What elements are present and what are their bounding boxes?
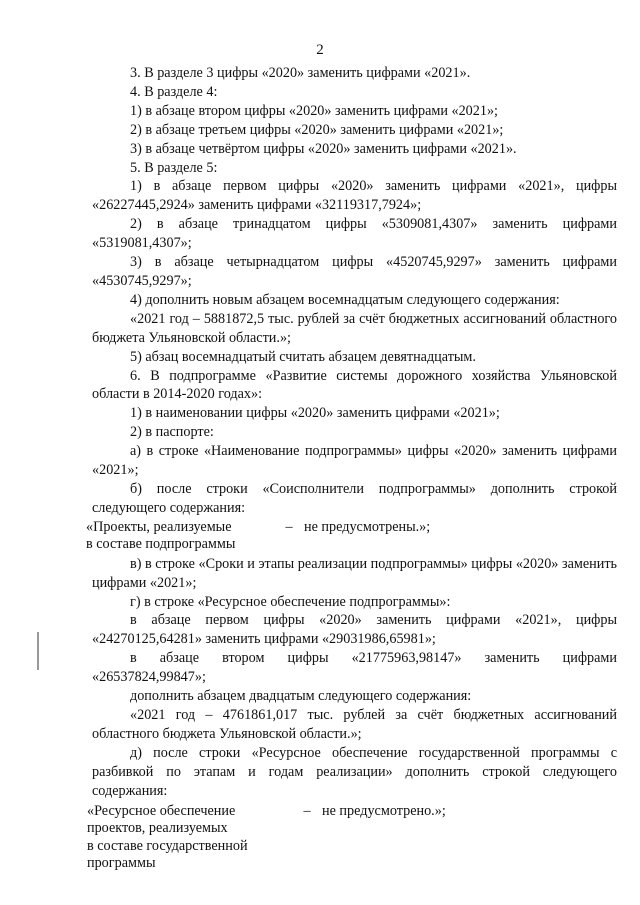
row-label: «Ресурсное обеспечение bbox=[87, 802, 236, 819]
paragraph-6-item-g: г) в строке «Ресурсное обеспечение подпрограммы»: bbox=[130, 593, 451, 610]
paragraph-6-item-b: б) после строки «Соисполнители подпрограммы» дополнить строкой следующего содержания: bbox=[92, 480, 617, 516]
paragraph-section-4: 4. В разделе 4: bbox=[130, 83, 218, 100]
scan-margin-mark bbox=[37, 632, 39, 670]
paragraph-6-item-2: 2) в паспорте: bbox=[130, 424, 214, 441]
paragraph-6-item-a: а) в строке «Наименование подпрограммы» цифры «2020» заменить цифрами «2021»; bbox=[92, 443, 617, 479]
row-dash: – bbox=[285, 518, 293, 535]
paragraph-section-3: 3. В разделе 3 цифры «2020» заменить цифрами «2021». bbox=[130, 65, 471, 81]
paragraph-2021-funding-2: «2021 год – 4761861,017 тыс. рублей за счёт бюджетных ассигнований областного бюджета Ульяновской области.»; bbox=[92, 707, 617, 742]
paragraph-6-item-1: 1) в наименовании цифры «2020» заменить цифрами «2021»; bbox=[130, 405, 500, 422]
document-body bbox=[86, 64, 617, 873]
row-value: не предусмотрены.»; bbox=[304, 518, 431, 535]
paragraph-5-item-1: 1) в абзаце первом цифры «2020» заменить цифрами «2021», цифры «26227445,2924» заменить цифрами «32119317,7924»; bbox=[92, 178, 617, 214]
row-label-cont: проектов, реализуемых bbox=[87, 820, 228, 837]
row-label: «Проекты, реализуемые bbox=[86, 518, 232, 535]
inserted-row-resources bbox=[87, 802, 617, 873]
paragraph-resource-second: в абзаце втором цифры «21775963,98147» заменить цифрами «26537824,99847»; bbox=[92, 650, 617, 686]
paragraph-section-5: 5. В разделе 5: bbox=[130, 159, 218, 176]
paragraph-section-6: 6. В подпрограмме «Развитие системы дорожного хозяйства Ульяновской области в 2014-2020 годах»: bbox=[92, 367, 617, 403]
paragraph-5-item-4: 4) дополнить новым абзацем восемнадцатым следующего содержания: bbox=[130, 291, 560, 308]
paragraph-6-item-d: д) после строки «Ресурсное обеспечение государственной программы с разбивкой по этапам и годам реализации» дополнить строкой следующего содержания: bbox=[92, 744, 617, 799]
page-number: 2 bbox=[316, 42, 324, 58]
row-label-cont: программы bbox=[87, 855, 156, 872]
paragraph-5-item-3: 3) в абзаце четырнадцатом цифры «4520745,9297» заменить цифрами «4530745,9297»; bbox=[92, 254, 617, 289]
paragraph-2021-funding: «2021 год – 5881872,5 тыс. рублей за счёт бюджетных ассигнований областного бюджета Ульяновской области.»; bbox=[92, 310, 617, 346]
row-dash: – bbox=[303, 802, 311, 819]
paragraph-6-item-v: в) в строке «Сроки и этапы реализации подпрограммы» цифры «2020» заменить цифрами «2021»; bbox=[92, 555, 617, 591]
paragraph-4-item-3: 3) в абзаце четвёртом цифры «2020» заменить цифрами «2021». bbox=[130, 140, 517, 157]
paragraph-5-item-2: 2) в абзаце тринадцатом цифры «5309081,4307» заменить цифрами «5319081,4307»; bbox=[92, 216, 617, 252]
paragraph-add-twentieth: дополнить абзацем двадцатым следующего содержания: bbox=[130, 688, 472, 705]
row-label-cont: в составе государственной bbox=[87, 837, 248, 854]
paragraph-5-item-5: 5) абзац восемнадцатый считать абзацем девятнадцатым. bbox=[130, 348, 476, 365]
paragraph-4-item-1: 1) в абзаце втором цифры «2020» заменить цифрами «2021»; bbox=[130, 102, 498, 119]
row-value: не предусмотрено.»; bbox=[322, 802, 446, 819]
inserted-row-projects bbox=[86, 518, 617, 554]
paragraph-4-item-2: 2) в абзаце третьем цифры «2020» заменить цифрами «2021»; bbox=[130, 121, 504, 138]
row-label-cont: в составе подпрограммы bbox=[86, 536, 236, 553]
paragraph-resource-first: в абзаце первом цифры «2020» заменить цифрами «2021», цифры «24270125,64281» заменить цифрами «29031986,65981»; bbox=[92, 612, 617, 648]
